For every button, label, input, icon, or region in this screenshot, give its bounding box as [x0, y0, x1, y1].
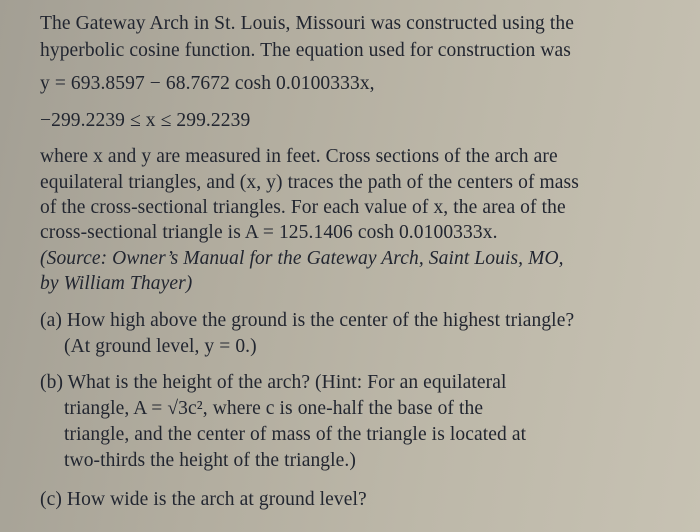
description-line-4: cross-sectional triangle is A = 125.1406 cosh 0.0100333x. [40, 222, 498, 243]
question-b-line-3: triangle, and the center of mass of the triangle is located at [64, 424, 527, 445]
description-line-1: where x and y are measured in feet. Cross sections of the arch are [40, 146, 558, 167]
question-b-line-4: two-thirds the height of the triangle.) [64, 450, 356, 471]
source-line-1: (Source: Owner’s Manual for the Gateway Arch, Saint Louis, MO, [40, 248, 564, 269]
question-c-line-1: (c) How wide is the arch at ground level? [40, 489, 367, 510]
intro-line-1: The Gateway Arch in St. Louis, Missouri was constructed using the [40, 13, 574, 34]
arch-equation: y = 693.8597 − 68.7672 cosh 0.0100333x, [40, 73, 375, 94]
source-line-2: by William Thayer) [40, 273, 193, 294]
intro-line-2: hyperbolic cosine function. The equation used for construction was [40, 40, 571, 61]
description-line-2: equilateral triangles, and (x, y) traces the path of the centers of mass [40, 172, 579, 193]
question-a-line-1: (a) How high above the ground is the center of the highest triangle? [40, 310, 575, 331]
description-line-3: of the cross-sectional triangles. For each value of x, the area of the [40, 197, 566, 218]
equation-domain: −299.2239 ≤ x ≤ 299.2239 [40, 110, 251, 131]
question-b-line-1: (b) What is the height of the arch? (Hint: For an equilateral [40, 372, 507, 393]
question-a-line-2: (At ground level, y = 0.) [64, 336, 257, 357]
question-b-line-2: triangle, A = √3c², where c is one-half the base of the [64, 398, 484, 419]
